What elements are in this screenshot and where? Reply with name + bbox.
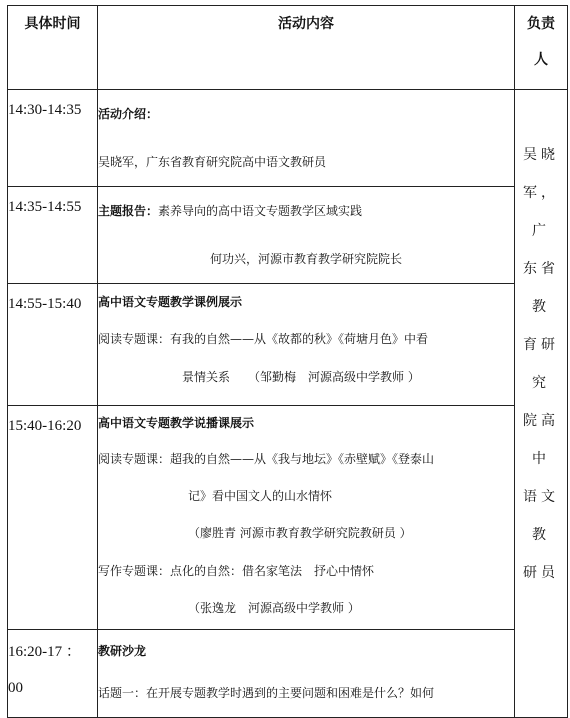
responsible-line: 军，广 bbox=[523, 185, 559, 239]
activity-line: 话题一：在开展专题教学时遇到的主要问题和困难是什么？如何 bbox=[98, 686, 435, 700]
row-activity bbox=[98, 406, 515, 630]
header-responsible bbox=[515, 6, 568, 90]
activity-line: 活动介绍： bbox=[98, 107, 159, 121]
table-row bbox=[8, 90, 568, 187]
activity-title: 素养导向的高中语文专题教学区域实践 bbox=[158, 204, 363, 218]
responsible-text bbox=[515, 90, 567, 592]
activity-line: 教研沙龙 bbox=[98, 644, 147, 658]
header-responsible-line1: 负责 bbox=[527, 16, 555, 32]
table-row bbox=[8, 406, 568, 630]
responsible-line: 育研究 bbox=[523, 337, 559, 391]
responsible-line: 东省教 bbox=[523, 261, 559, 315]
row-time: 16:20-17 ： 00 bbox=[8, 630, 98, 718]
activity-line: 何功兴，河源市教育教学研究院院长 bbox=[209, 252, 402, 266]
table-row bbox=[8, 187, 568, 284]
activity-line: 阅读专题课：有我的自然——从《故都的秋》《荷塘月色》中看 bbox=[98, 332, 429, 346]
activity-label: 主题报告： bbox=[98, 204, 159, 218]
row-activity bbox=[98, 630, 515, 718]
activity-line bbox=[98, 187, 514, 235]
responsible-line: 院高中 bbox=[523, 413, 559, 467]
activity-line: 高中语文专题教学课例展示 bbox=[98, 295, 243, 309]
row-time: 14:55-15:40 bbox=[8, 284, 98, 406]
header-row bbox=[8, 6, 568, 90]
header-time: 具体时间 bbox=[8, 6, 98, 90]
activity-line: 高中语文专题教学说播课展示 bbox=[98, 416, 255, 430]
header-responsible-line2: 人 bbox=[534, 52, 548, 68]
schedule-table bbox=[7, 5, 568, 718]
activity-line: 阅读专题课：超我的自然——从《我与地坛》《赤壁赋》《登泰山 bbox=[98, 452, 435, 466]
responsible-cell bbox=[515, 90, 568, 718]
activity-line: （张逸龙 河源高级中学教师 ） bbox=[188, 601, 360, 615]
row-time: 15:40-16:20 bbox=[8, 406, 98, 630]
activity-line: （廖胜青 河源市教育教学研究院教研员 ） bbox=[188, 526, 412, 540]
header-activity: 活动内容 bbox=[98, 6, 515, 90]
row-time: 14:30-14:35 bbox=[8, 90, 98, 187]
row-activity bbox=[98, 284, 515, 406]
row-activity bbox=[98, 187, 515, 284]
row-time: 14:35-14:55 bbox=[8, 187, 98, 284]
responsible-line: 吴晓 bbox=[523, 147, 559, 163]
row-activity bbox=[98, 90, 515, 187]
activity-line: 记》看中国文人的山水情怀 bbox=[188, 489, 333, 503]
activity-line: 写作专题课：点化的自然：借名家笔法 抒心中情怀 bbox=[98, 564, 375, 578]
table-row bbox=[8, 630, 568, 718]
activity-line: 景情关系 （邹勤梅 河源高级中学教师 ） bbox=[182, 370, 420, 384]
table-row bbox=[8, 284, 568, 406]
responsible-line: 研员 bbox=[523, 565, 559, 581]
responsible-line: 语文教 bbox=[523, 489, 559, 543]
activity-line: 吴晓军，广东省教育研究院高中语文教研员 bbox=[98, 155, 327, 169]
